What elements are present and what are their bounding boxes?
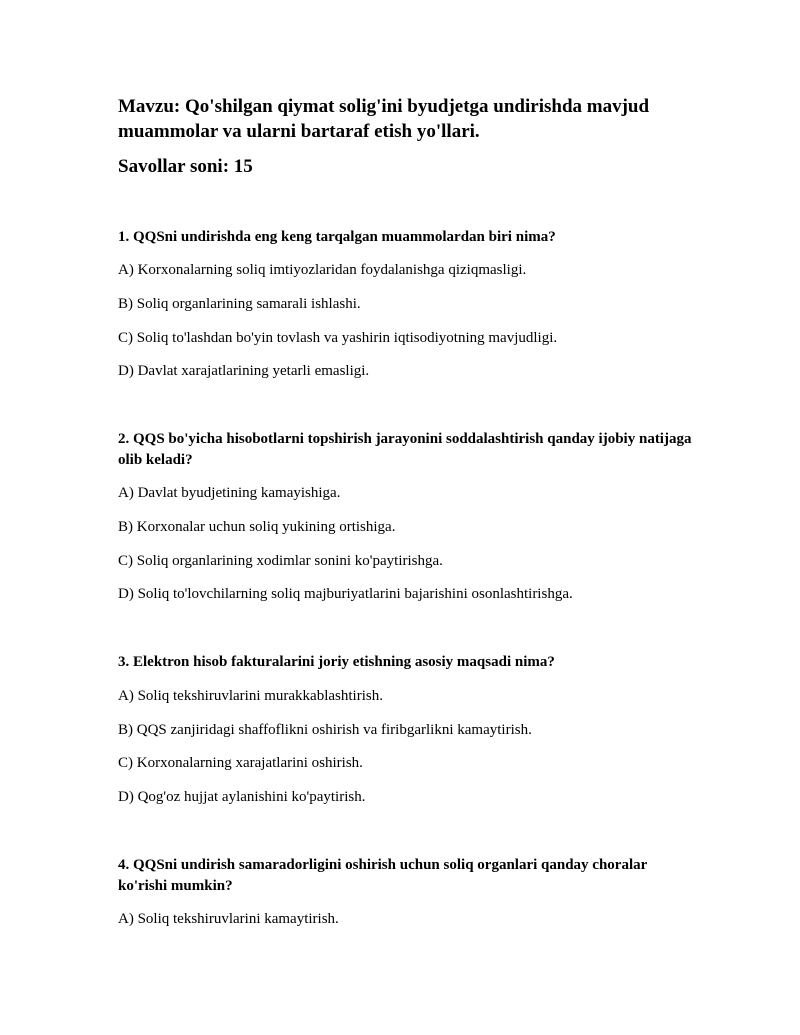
question-2-option-c: C) Soliq organlarining xodimlar sonini ko'paytirishga. [118,553,443,569]
question-2-text: 2. QQS bo'yicha hisobotlarni topshirish jarayonini soddalashtirish qanday ijobiy natijaga olib keladi? [118,431,692,468]
question-2-option-d: D) Soliq to'lovchilarning soliq majburiyatlarini bajarishini osonlashtirishga. [118,586,573,602]
question-4-option-a: A) Soliq tekshiruvlarini kamaytirish. [118,911,339,927]
question-3-option-c: C) Korxonalarning xarajatlarini oshirish. [118,755,363,771]
question-3-option-d: D) Qog'oz hujjat aylanishini ko'paytirish. [118,789,366,805]
question-2-option-b: B) Korxonalar uchun soliq yukining ortishiga. [118,519,396,535]
document-title: Mavzu: Qo'shilgan qiymat solig'ini byudjetga undirishda mavjud muammolar va ularni bartaraf etish yo'llari. [118,96,650,142]
question-count: Savollar soni: 15 [118,156,253,177]
question-3-option-a: A) Soliq tekshiruvlarini murakkablashtirish. [118,688,383,704]
question-3-option-b: B) QQS zanjiridagi shaffoflikni oshirish va firibgarlikni kamaytirish. [118,722,532,738]
question-1-text: 1. QQSni undirishda eng keng tarqalgan muammolardan biri nima? [118,229,556,245]
question-3-text: 3. Elektron hisob fakturalarini joriy etishning asosiy maqsadi nima? [118,654,555,670]
question-2-option-a: A) Davlat byudjetining kamayishiga. [118,485,341,501]
question-1-option-c: C) Soliq to'lashdan bo'yin tovlash va yashirin iqtisodiyotning mavjudligi. [118,330,558,346]
question-1-option-b: B) Soliq organlarining samarali ishlashi. [118,296,361,312]
question-4-text: 4. QQSni undirish samaradorligini oshirish uchun soliq organlari qanday choralar ko'rishi mumkin? [118,857,648,894]
question-1-option-a: A) Korxonalarning soliq imtiyozlaridan foydalanishga qiziqmasligi. [118,262,527,278]
question-1-option-d: D) Davlat xarajatlarining yetarli emasligi. [118,363,370,379]
